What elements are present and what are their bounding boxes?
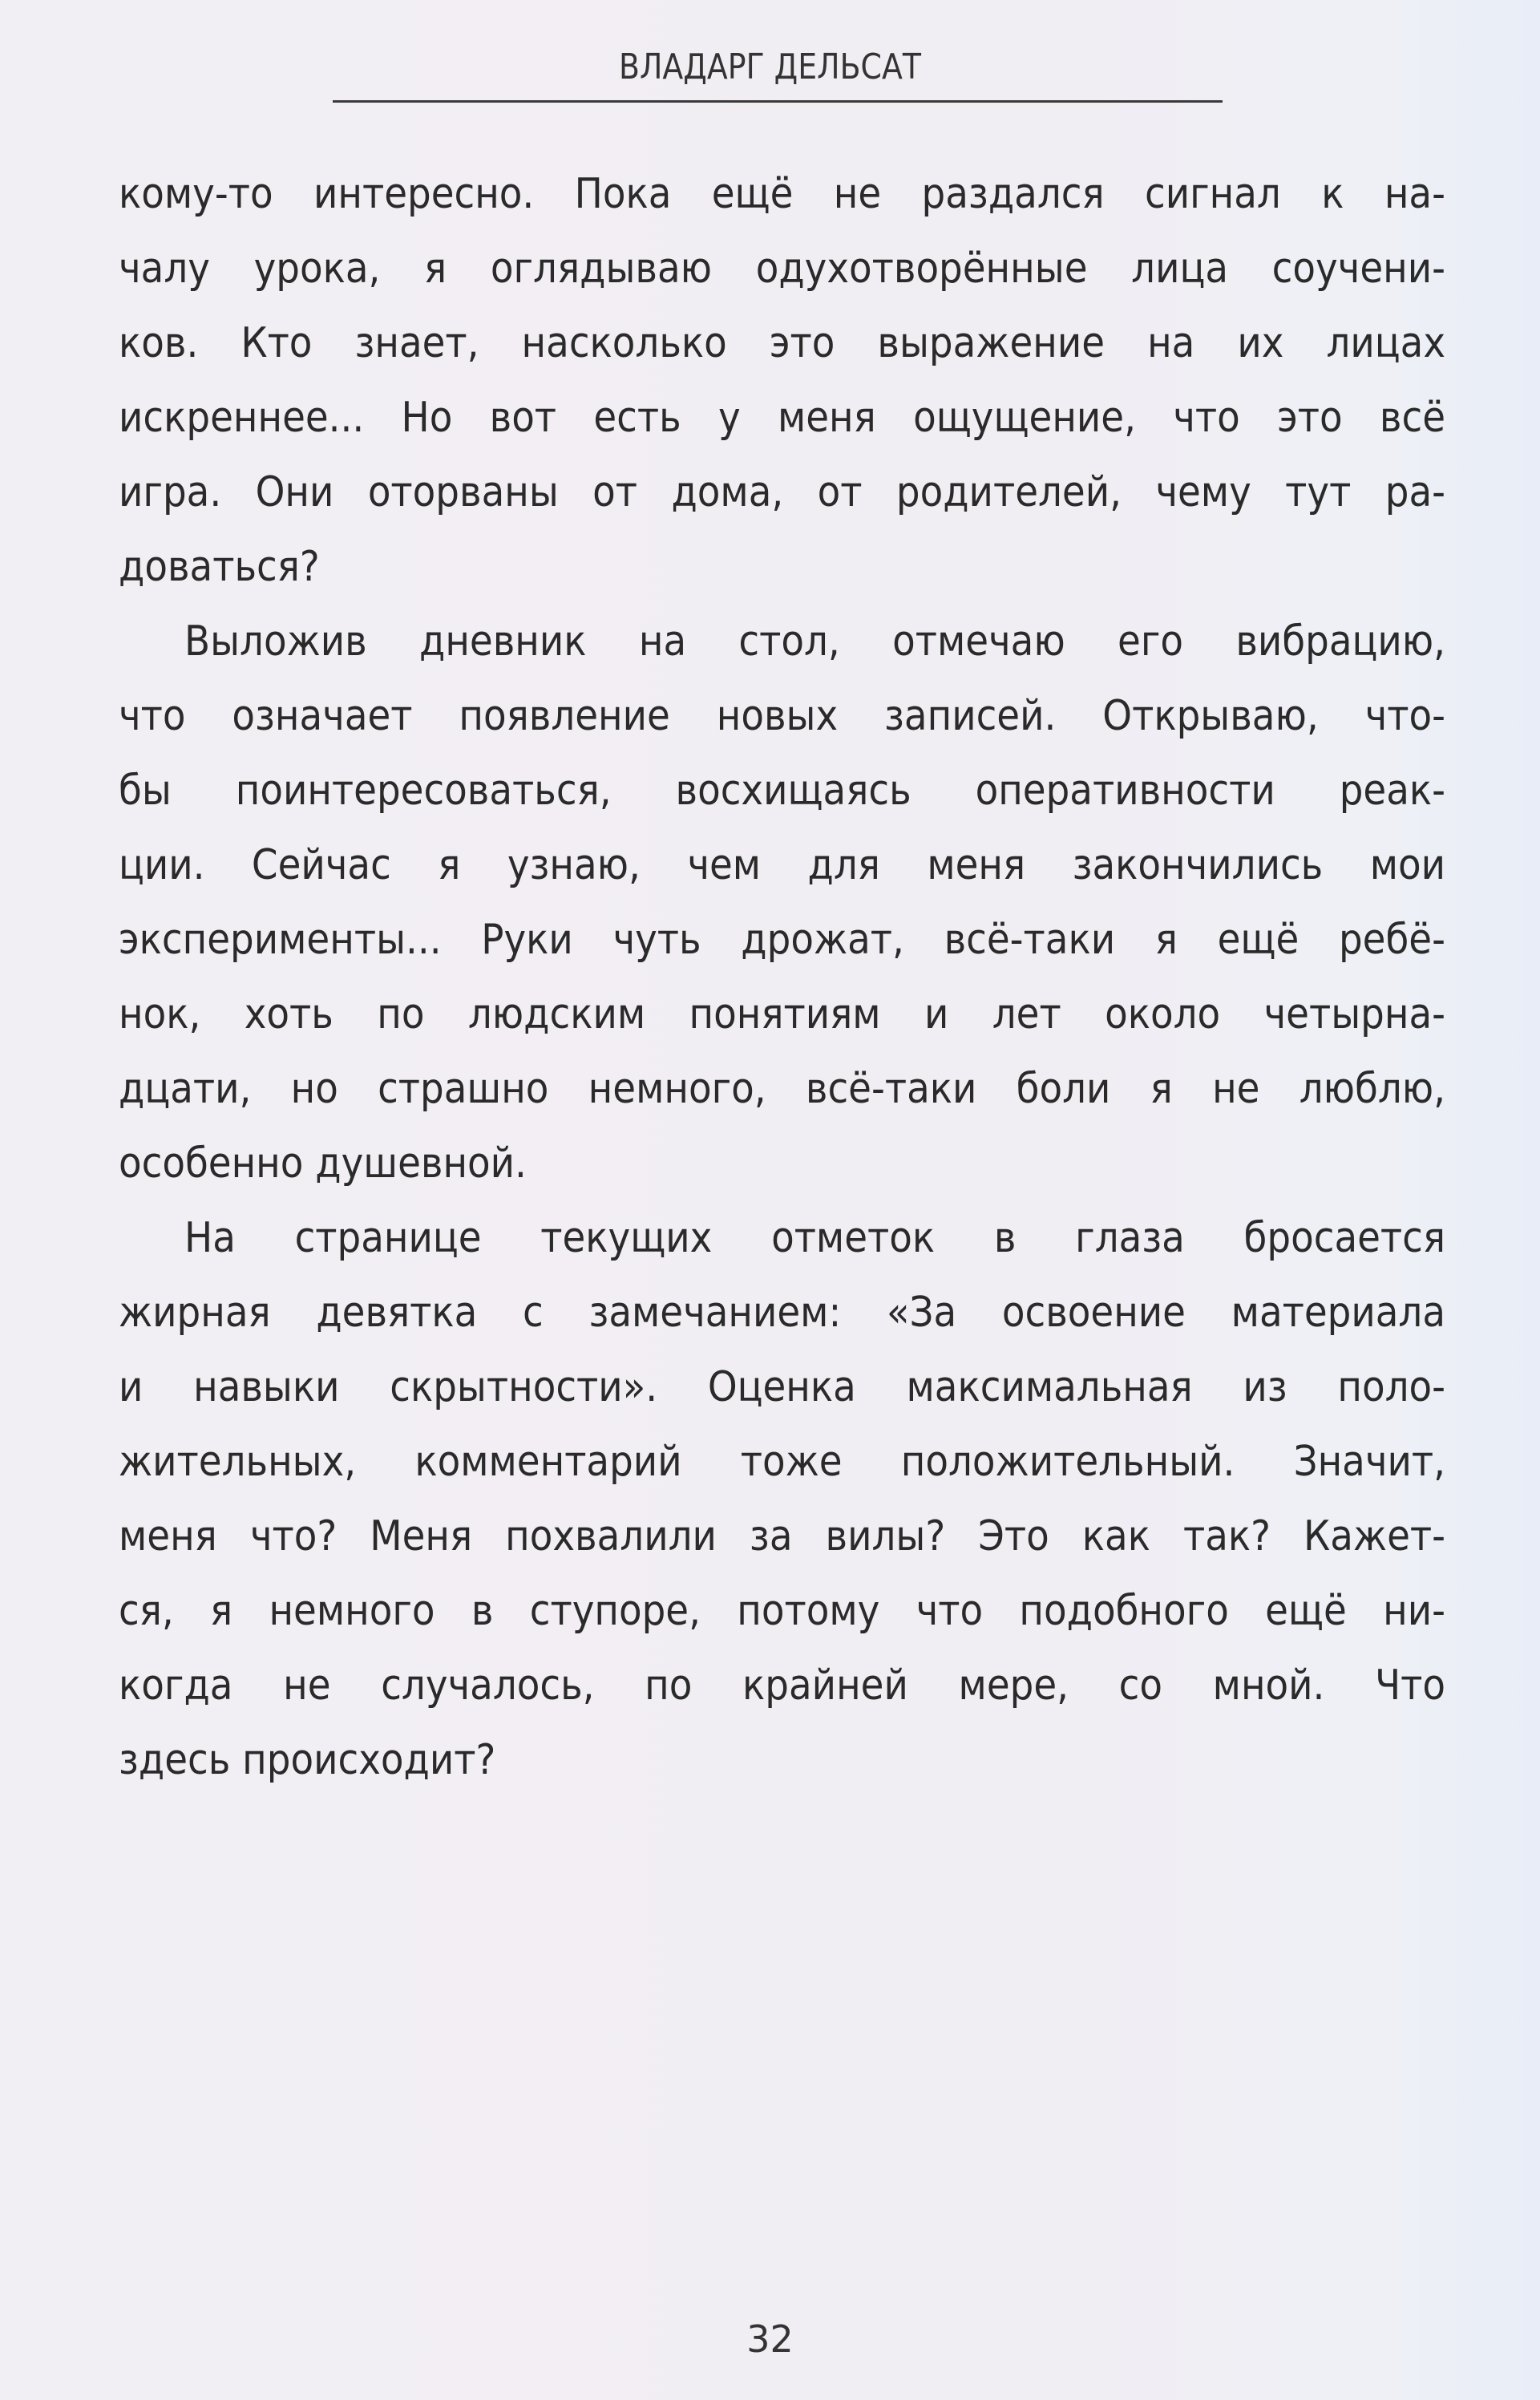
header-rule xyxy=(333,100,1223,103)
text-line: что означает появление новых записей. Открываю, что- xyxy=(119,692,1445,740)
paragraph-3 xyxy=(119,1201,1445,1798)
text-line: На странице текущих отметок в глаза бросается xyxy=(184,1214,1445,1262)
text-line: игра. Они оторваны от дома, от родителей, чему тут ра- xyxy=(119,468,1445,516)
text-line: когда не случалось, по крайней мере, со мной. Что xyxy=(119,1661,1445,1710)
page-number: 32 xyxy=(746,2317,794,2361)
text-line: кому-то интересно. Пока ещё не раздался сигнал к на- xyxy=(119,170,1445,218)
text-line: ков. Кто знает, насколько это выражение на их лицах xyxy=(119,319,1445,367)
text-line: особенно душевной. xyxy=(119,1139,527,1188)
text-line: жительных, комментарий тоже положительный. Значит, xyxy=(119,1438,1445,1486)
text-line: здесь происходит? xyxy=(119,1736,496,1784)
text-line: и навыки скрытности». Оценка максимальная из поло- xyxy=(119,1363,1445,1411)
text-line: Выложив дневник на стол, отмечаю его вибрацию, xyxy=(184,617,1445,666)
text-line: жирная девятка с замечанием: «За освоение материала xyxy=(119,1289,1445,1337)
paragraph-2 xyxy=(119,605,1445,1201)
paragraph-1 xyxy=(119,157,1445,605)
text-line: ции. Сейчас я узнаю, чем для меня закончились мои xyxy=(119,841,1445,889)
text-line: дцати, но страшно немного, всё-таки боли я не люблю, xyxy=(119,1065,1445,1113)
running-head-author: ВЛАДАРГ ДЕЛЬСАТ xyxy=(618,47,921,87)
text-line: доваться? xyxy=(119,543,320,591)
text-line: эксперименты... Руки чуть дрожат, всё-таки я ещё ребё- xyxy=(119,916,1445,964)
body-text xyxy=(119,157,1445,1798)
text-line: меня что? Меня похвалили за вилы? Это как так? Кажет- xyxy=(119,1512,1445,1560)
text-line: нок, хоть по людским понятиям и лет около четырна- xyxy=(119,990,1445,1038)
text-line: ся, я немного в ступоре, потому что подобного ещё ни- xyxy=(119,1587,1445,1635)
text-line: чалу урока, я оглядываю одухотворённые лица соучени- xyxy=(119,245,1445,293)
text-line: искреннее... Но вот есть у меня ощущение, что это всё xyxy=(119,394,1445,442)
text-line: бы поинтересоваться, восхищаясь оперативности реак- xyxy=(119,767,1445,815)
